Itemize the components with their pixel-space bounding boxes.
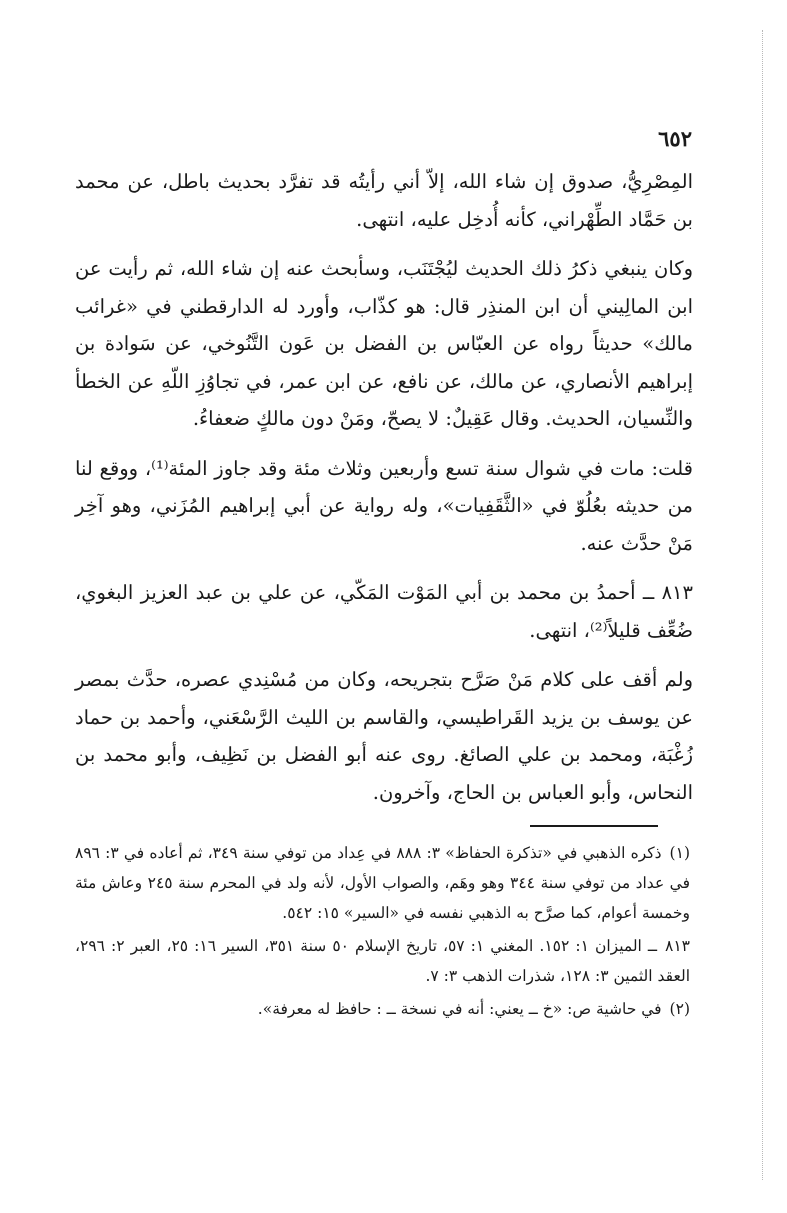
footnote-text: ــ الميزان ١: ١٥٢. المغني ١: ٥٧، تاريخ الإسلام ٥٠ سنة ٣٥١، السير ١٦: ٢٥، العبر ٢: ٢٩٦، العقد الثمين ٣: ١٢٨، شذرات الذهب ٣: ٧. xyxy=(75,937,690,985)
main-text xyxy=(75,163,693,823)
footnote-1 xyxy=(75,838,690,928)
paragraph-2: وكان ينبغي ذكرُ ذلك الحديث ليُجْتَنَب، وسأبحث عنه إن شاء الله، ثم رأيت عن ابن المالِيني أن ابن المنذِر قال: هو كذّاب، وأورد له الدارقطني في «غرائب مالك» حديثاً رواه عن العبّاس بن الفضل بن عَون التَّنُوخي، عن سَوادة بن إبراهيم الأنصاري، عن مالك، عن نافع، عن ابن عمر، في تجاوُزِ اللّهِ عن الخطأ والنِّسيان، الحديث. وقال عَقِيلٌ: لا يصحّ، ومَنْ دون مالكٍ ضعفاءُ. xyxy=(75,257,693,430)
footnote-text: ذكره الذهبي في «تذكرة الحفاظ» ٣: ٨٨٨ في عِداد من توفي سنة ٣٤٩، ثم أعاده في ٣: ٨٩٦ في عداد من توفي سنة ٣٤٤ وهو وهَم، والصواب الأول، لأنه ولد في المحرم سنة ٢٤٥ وعاش مئة وخمسة أعوام، كما صرَّح به الذهبي نفسه في «السير» ١٥: ٥٤٢. xyxy=(75,844,690,922)
footnote-marker: (١) xyxy=(669,844,690,862)
footnote-813 xyxy=(75,931,690,991)
footnote-separator xyxy=(530,825,658,827)
footnote-marker: (٢) xyxy=(669,1000,690,1018)
paragraph-1: المِصْرِيُّ، صدوق إن شاء الله، إلاّ أني رأيتُه قد تفرَّد بحديث باطل، عن محمد بن حَمَّاد الطِّهْراني، كأنه أُدخِل عليه، انتهى. xyxy=(75,170,693,231)
page-number: ٦٥٢ xyxy=(658,126,692,151)
footnote-text: في حاشية ص: «خ ــ يعني: أنه في نسخة ــ : حافظ له معرفة». xyxy=(257,1000,662,1018)
paragraph-3: قلت: مات في شوال سنة تسع وأربعين وثلاث مئة وقد جاوز المئة⁽¹⁾، ووقع لنا من حديثه بعُلُوّ في «الثَّقَفِيات»، وله رواية عن أبي إبراهيم المُزَني، وهو آخِر مَنْ حدَّث عنه. xyxy=(75,456,693,555)
page-edge-line xyxy=(762,30,763,1180)
footnote-marker: ٨١٣ xyxy=(665,937,690,955)
footnotes xyxy=(75,838,690,1027)
entry-813: ٨١٣ ــ أحمدُ بن محمد بن أبي المَوْت المَكّي، عن علي بن عبد العزيز البغوي، ضُعِّف قليلاً⁽²⁾، انتهى. xyxy=(75,581,693,642)
footnote-2 xyxy=(75,994,690,1024)
paragraph-5: ولم أقف على كلام مَنْ صَرَّح بتجريحه، وكان من مُسْنِدي عصره، حدَّث بمصر عن يوسف بن يزيد القَراطيسي، والقاسم بن الليث الرَّسْعَني، وأحمد بن حماد زُغْبَة، ومحمد بن علي الصائغ. روى عنه أبو الفضل بن نَظِيف، وأبو محمد بن النحاس، وأبو العباس بن الحاج، وآخرون. xyxy=(75,668,693,804)
